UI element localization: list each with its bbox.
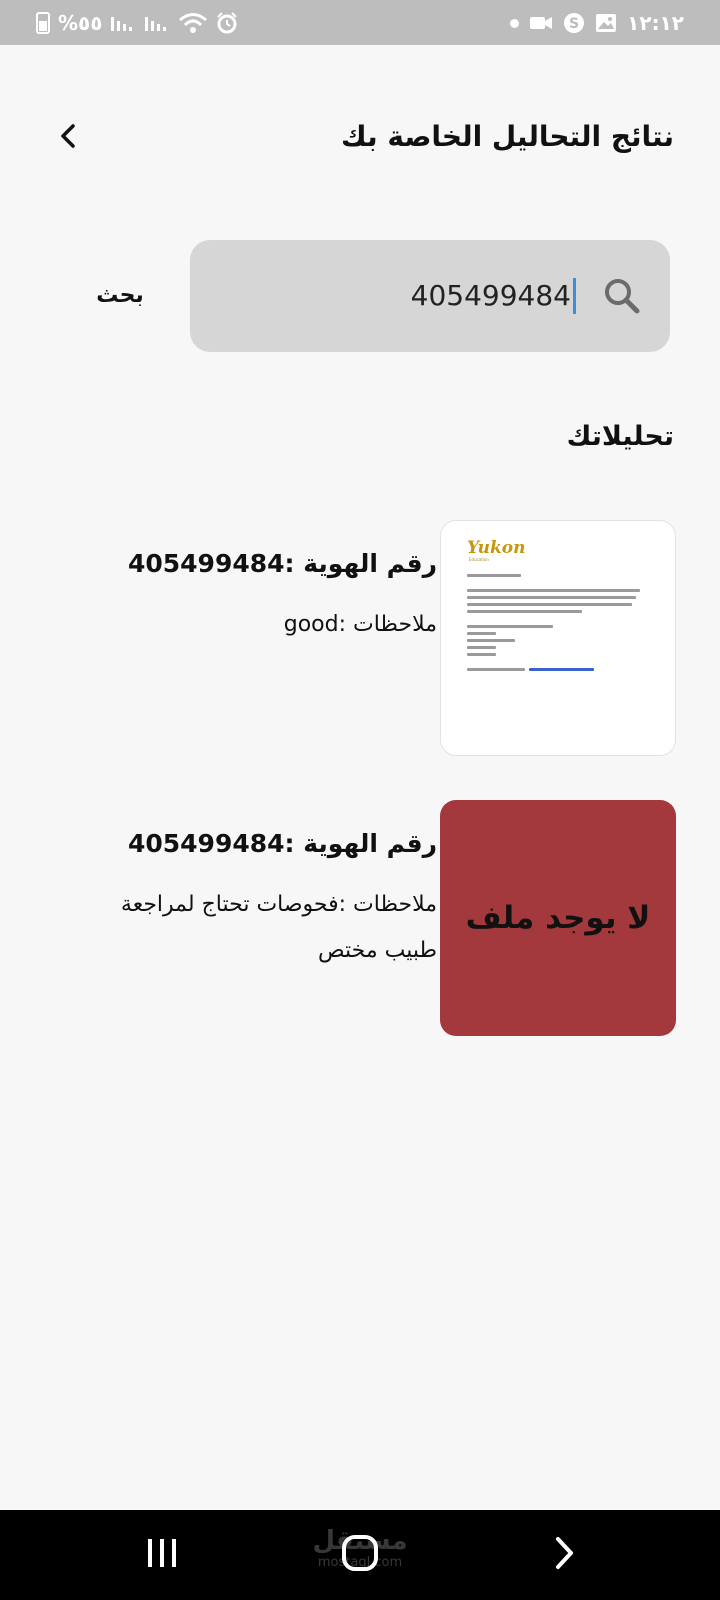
status-bar-right	[510, 10, 684, 36]
card-id: رقم الهوية :405499484	[127, 549, 437, 578]
battery-icon	[36, 12, 50, 34]
text-caret	[573, 278, 576, 314]
search-button[interactable]: بحث	[96, 283, 144, 308]
document-line	[467, 639, 515, 642]
no-file-thumbnail[interactable]	[440, 800, 676, 1036]
chevron-right-icon	[552, 1535, 576, 1575]
document-logo-sub: Education	[469, 557, 489, 562]
signal-icon	[110, 13, 136, 33]
no-file-label: لا يوجد ملف	[465, 900, 651, 936]
document-logo: Yukon	[467, 538, 526, 558]
section-heading: تحليلاتك	[566, 421, 674, 452]
result-card[interactable]	[0, 800, 720, 1036]
page-title: نتائج التحاليل الخاصة بك	[341, 120, 674, 153]
search-input-value[interactable]	[411, 274, 576, 318]
s-icon	[563, 12, 585, 34]
search-icon[interactable]	[600, 274, 644, 318]
document-line	[467, 596, 636, 599]
document-thumbnail[interactable]	[440, 520, 676, 756]
document-line	[467, 625, 553, 628]
svg-text:S: S	[569, 16, 580, 32]
battery-percent: %٥٥	[58, 11, 103, 35]
card-id: رقم الهوية :405499484	[127, 829, 437, 858]
document-link	[529, 668, 594, 671]
document-line	[467, 646, 496, 649]
document-line	[467, 668, 525, 671]
document-line	[467, 632, 496, 635]
signal-icon	[144, 13, 170, 33]
status-bar-left	[36, 10, 238, 36]
status-bar	[0, 0, 720, 45]
watermark-sub: mostaql.com	[317, 1555, 403, 1570]
search-input[interactable]	[190, 240, 670, 352]
card-notes: ملاحظات :فحوصات تحتاج لمراجعة طبيب مختص	[120, 892, 437, 963]
recents-button[interactable]	[132, 1532, 192, 1578]
alarm-icon	[216, 12, 238, 34]
card-notes: ملاحظات :good	[283, 612, 437, 637]
dot-icon	[510, 19, 519, 28]
result-card[interactable]	[0, 520, 720, 756]
gallery-icon	[595, 13, 617, 33]
video-icon	[529, 14, 553, 32]
wifi-icon	[178, 12, 208, 34]
clock: ١٢:١٢	[627, 11, 684, 35]
search-input-text: 405499484	[410, 279, 571, 312]
watermark-main: مستقل	[312, 1526, 408, 1556]
back-button[interactable]	[50, 118, 86, 158]
chevron-left-icon	[58, 122, 78, 154]
system-nav-bar	[0, 1510, 720, 1600]
document-line	[467, 603, 632, 606]
home-button[interactable]	[330, 1532, 390, 1578]
recents-icon	[145, 1537, 179, 1573]
nav-back-button[interactable]	[534, 1532, 594, 1578]
document-line	[467, 589, 640, 592]
home-icon	[340, 1533, 380, 1577]
